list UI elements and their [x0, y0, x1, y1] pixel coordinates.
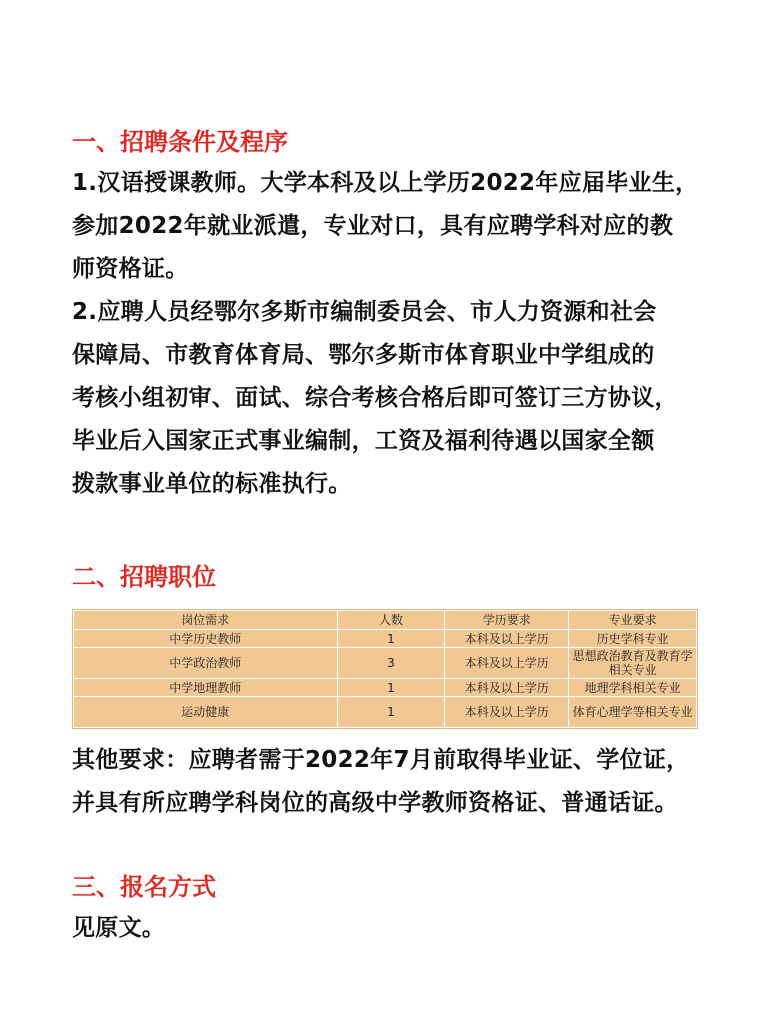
cell-major: 地理学科相关专业	[569, 679, 697, 697]
positions-table	[72, 609, 698, 729]
table-row	[74, 679, 697, 697]
section-3-text: 见原文。	[72, 915, 166, 941]
section-1-line: 1.汉语授课教师。大学本科及以上学历2022年应届毕业生，	[72, 170, 699, 196]
cell-major: 体育心理学等相关专业	[569, 697, 697, 728]
cell-education: 本科及以上学历	[445, 630, 569, 648]
cell-education: 本科及以上学历	[445, 697, 569, 728]
cell-position: 中学历史教师	[74, 630, 338, 648]
header-position: 岗位需求	[74, 611, 338, 630]
table-header-row	[74, 611, 697, 630]
cell-education: 本科及以上学历	[445, 648, 569, 679]
cell-count: 1	[337, 630, 445, 648]
cell-position: 中学政治教师	[74, 648, 338, 679]
section-1-heading: 一、招聘条件及程序	[72, 128, 288, 156]
cell-position: 中学地理教师	[74, 679, 338, 697]
section-1-line: 考核小组初审、面试、综合考核合格后即可签订三方协议，	[72, 385, 678, 411]
section-1-line: 毕业后入国家正式事业编制，工资及福利待遇以国家全额	[72, 428, 655, 454]
document-body	[72, 122, 712, 950]
section-1-line: 2.应聘人员经鄂尔多斯市编制委员会、市人力资源和社会	[72, 299, 657, 325]
table-row	[74, 697, 697, 728]
header-count: 人数	[337, 611, 445, 630]
section-1-line: 师资格证。	[72, 256, 189, 282]
section-1-line: 保障局、市教育体育局、鄂尔多斯市体育职业中学组成的	[72, 342, 655, 368]
other-requirements-line: 其他要求：应聘者需于2022年7月前取得毕业证、学位证，	[72, 747, 690, 773]
section-3-heading: 三、报名方式	[72, 873, 216, 901]
cell-count: 1	[337, 679, 445, 697]
header-education: 学历要求	[445, 611, 569, 630]
table-row	[74, 648, 697, 679]
cell-count: 1	[337, 697, 445, 728]
section-1-line: 参加2022年就业派遣，专业对口，具有应聘学科对应的教	[72, 213, 674, 239]
other-requirements-line: 并具有所应聘学科岗位的高级中学教师资格证、普通话证。	[72, 790, 678, 816]
table-row	[74, 630, 697, 648]
header-major: 专业要求	[569, 611, 697, 630]
cell-count: 3	[337, 648, 445, 679]
cell-position: 运动健康	[74, 697, 338, 728]
section-2-heading: 二、招聘职位	[72, 563, 216, 591]
cell-major: 思想政治教育及教育学相关专业	[569, 648, 697, 679]
section-1-line: 拨款事业单位的标准执行。	[72, 471, 352, 497]
cell-education: 本科及以上学历	[445, 679, 569, 697]
cell-major: 历史学科专业	[569, 630, 697, 648]
